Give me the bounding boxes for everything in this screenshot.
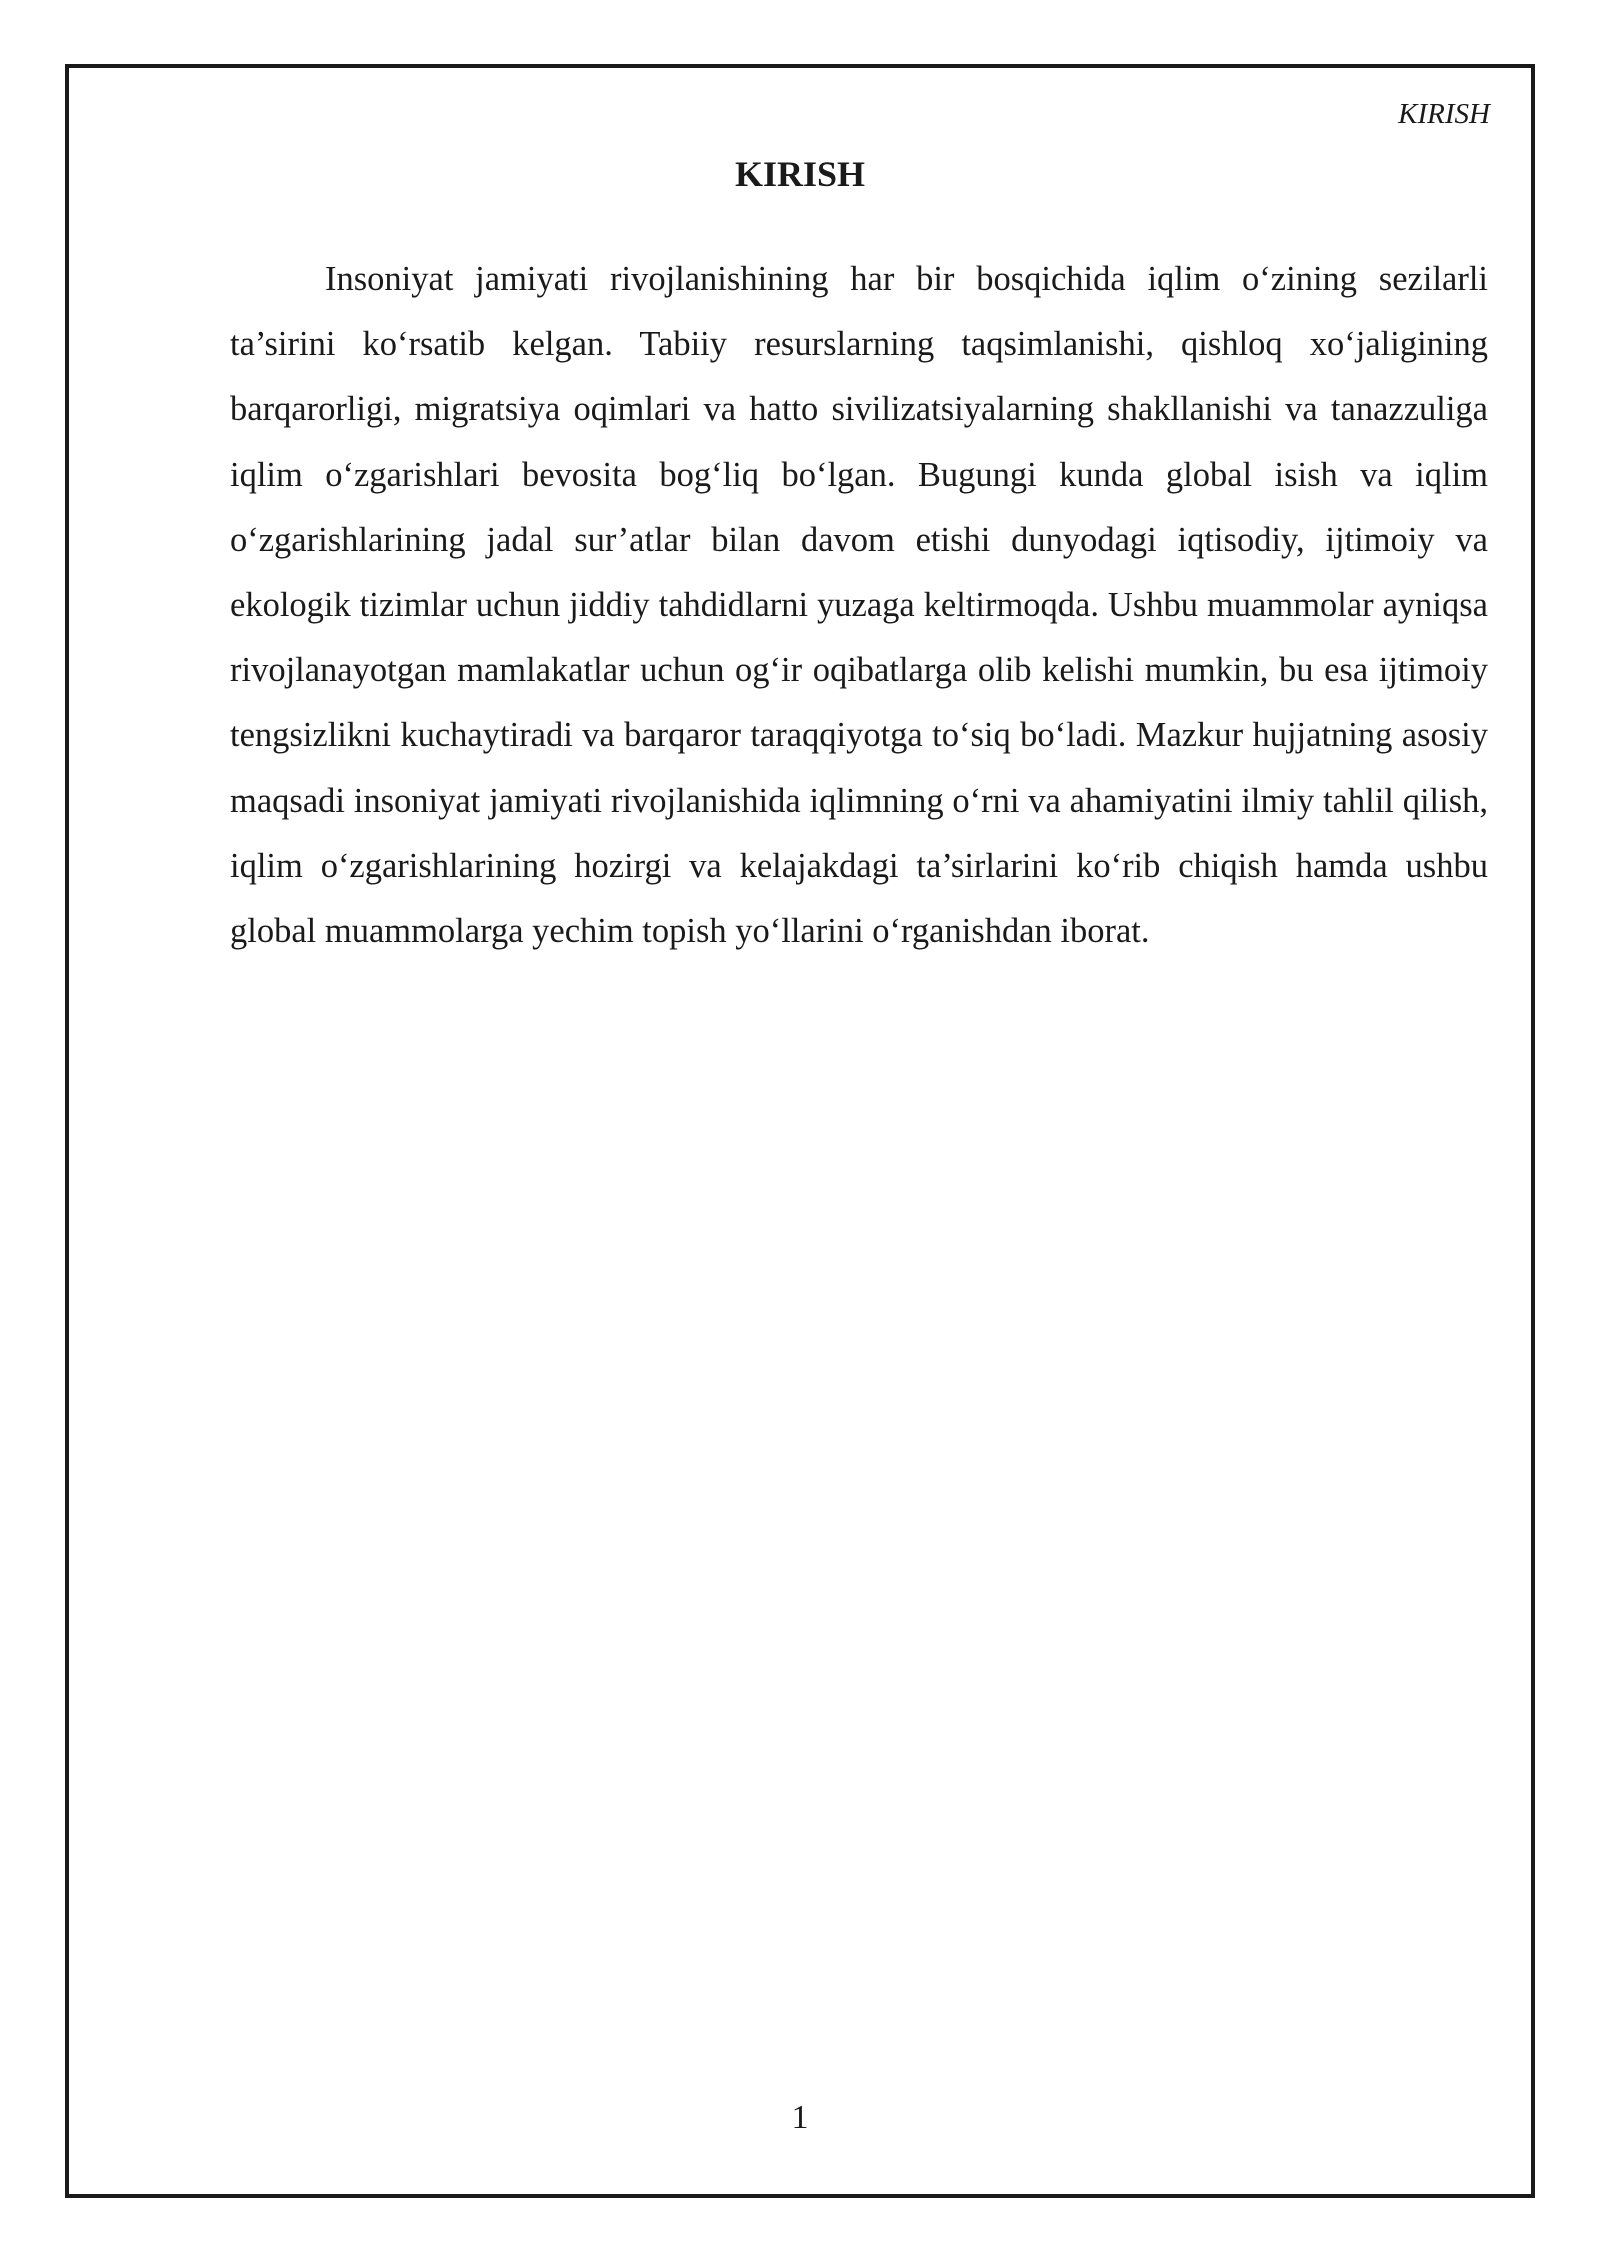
section-heading: KIRISH — [734, 154, 866, 194]
running-header: KIRISH — [1398, 98, 1490, 130]
body-paragraph: Insoniyat jamiyati rivojlanishining har bir bosqichida iqlim o‘zining sezilarli ta’sirini ko‘rsatib kelgan. Tabiiy resurslarning taqsimlanishi, qishloq xo‘jaligining barqarorligi, migratsiya oqimlari va hatto sivilizatsiyalarning shakllanishi va tanazzuliga iqlim o‘zgarishlari bevosita bog‘liq bo‘lgan. Bugungi kunda global isish va iqlim o‘zgarishlarining jadal sur’atlar bilan davom etishi dunyodagi iqtisodiy, ijtimoiy va ekologik tizimlar uchun jiddiy tahdidlarni yuzaga keltirmoqda. Ushbu muammolar ayniqsa rivojlanayotgan mamlakatlar uchun og‘ir oqibatlarga olib kelishi mumkin, bu esa ijtimoiy tengsizlikni kuchaytiradi va barqaror taraqqiyotga to‘siq bo‘ladi. Mazkur hujjatning asosiy maqsadi insoniyat jamiyati rivojlanishida iqlimning o‘rni va ahamiyatini ilmiy tahlil qilish, iqlim o‘zgarishlarining hozirgi va kelajakdagi ta’sirlarini ko‘rib chiqish hamda ushbu global muammolarga yechim topish yo‘llarini o‘rganishdan iborat. — [230, 260, 1488, 951]
page-number: 1 — [791, 2099, 809, 2136]
